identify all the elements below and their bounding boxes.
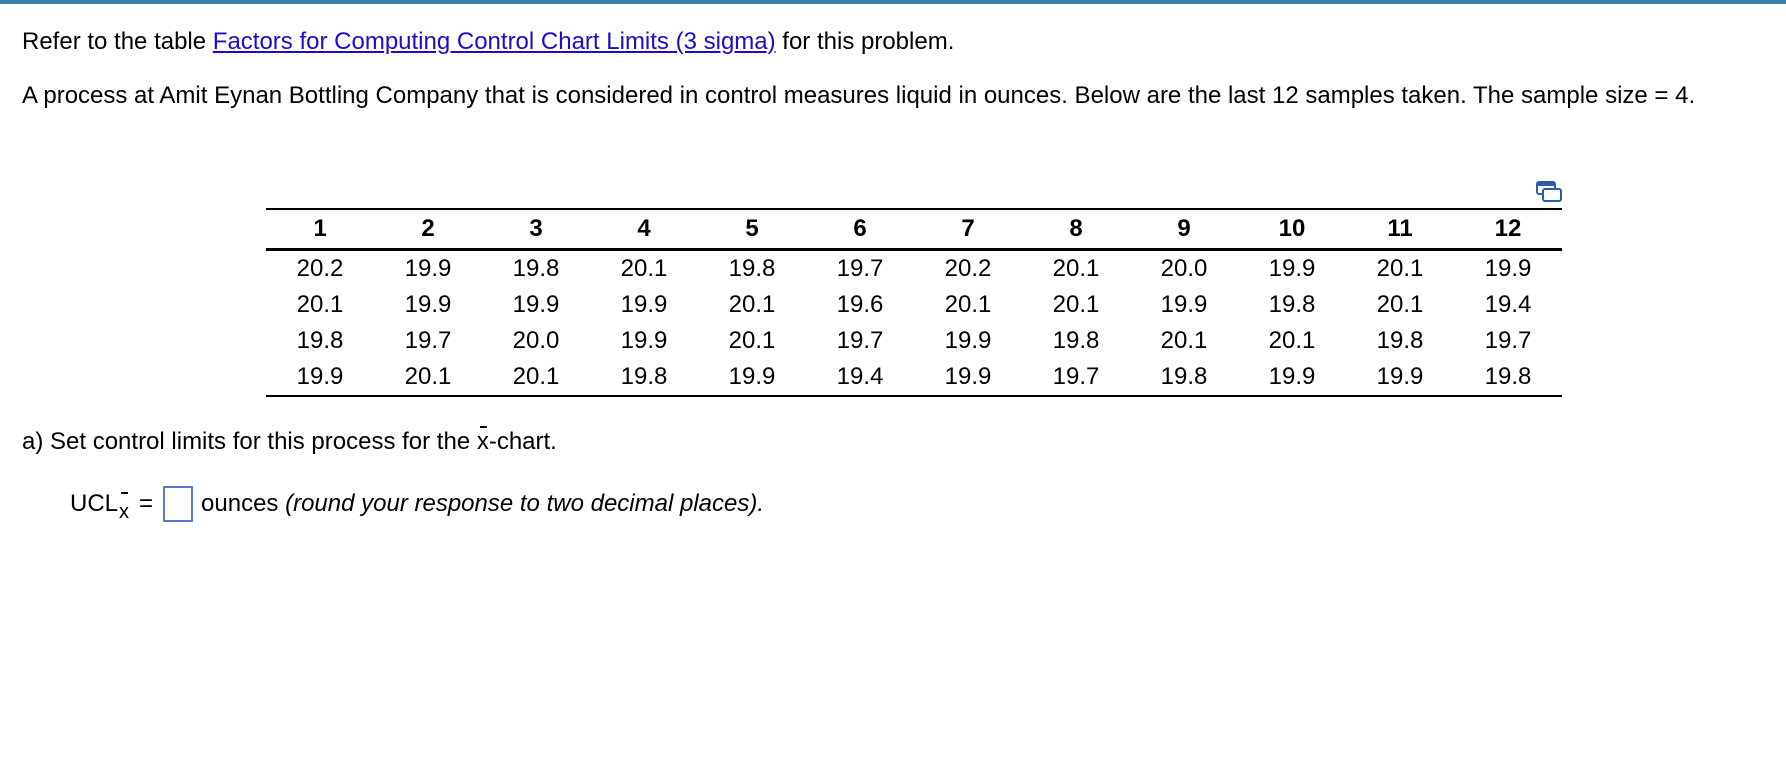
table-body — [266, 250, 1562, 397]
problem-statement: A process at Amit Eynan Bottling Company that is considered in control measures liquid in ounces. Below are the last 12 samples taken. The sample size = 4. — [22, 82, 1696, 109]
table-cell: 19.9 — [944, 327, 992, 354]
table-cell: 19.7 — [1022, 359, 1130, 396]
column-header: 6 — [806, 209, 914, 250]
table-cell: 19.7 — [836, 327, 884, 354]
table-cell: 20.2 — [296, 255, 344, 282]
reference-prefix: Refer to the table — [22, 28, 213, 55]
table-cell: 19.8 — [1454, 359, 1562, 396]
table-cell: 20.1 — [374, 359, 482, 396]
table-cell: 19.9 — [1238, 359, 1346, 396]
table-cell: 19.6 — [836, 291, 884, 318]
table-header-row — [266, 209, 1562, 250]
table-cell: 19.8 — [1268, 291, 1316, 318]
table-cell: 19.8 — [1052, 327, 1100, 354]
reference-suffix: for this problem. — [775, 28, 955, 55]
unit-label: ounces — [201, 490, 279, 517]
table-cell: 19.7 — [404, 327, 452, 354]
table-cell: 19.9 — [1346, 359, 1454, 396]
table-cell: 19.9 — [404, 255, 452, 282]
column-header: 5 — [698, 209, 806, 250]
table-cell: 20.1 — [1268, 327, 1316, 354]
table-cell: 20.1 — [1052, 255, 1100, 282]
table-row — [266, 250, 1562, 288]
table-cell: 19.4 — [1484, 291, 1532, 318]
part-a-suffix: -chart. — [488, 428, 557, 455]
column-header: 4 — [590, 209, 698, 250]
table-cell: 19.9 — [914, 359, 1022, 396]
table-row — [266, 359, 1562, 396]
table-cell: 20.1 — [728, 327, 776, 354]
table-cell: 20.1 — [620, 255, 668, 282]
table-cell: 19.9 — [404, 291, 452, 318]
column-header: 2 — [374, 209, 482, 250]
table-cell: 19.8 — [728, 255, 776, 282]
table-row — [266, 287, 1562, 323]
column-header: 10 — [1238, 209, 1346, 250]
table-cell: 19.9 — [1160, 291, 1208, 318]
question-content — [22, 24, 1742, 112]
column-header: 9 — [1130, 209, 1238, 250]
ucl-label: UCL — [70, 490, 119, 517]
table-cell: 19.7 — [836, 255, 884, 282]
part-a-prefix: a) Set control limits for this process for the — [22, 428, 477, 455]
table-cell: 19.9 — [266, 359, 374, 396]
table-cell: 19.4 — [806, 359, 914, 396]
table-cell: 20.0 — [512, 327, 560, 354]
top-accent-bar — [0, 0, 1786, 4]
copy-icon[interactable] — [1535, 180, 1563, 204]
table-cell: 20.0 — [1160, 255, 1208, 282]
table-cell: 20.1 — [728, 291, 776, 318]
table-cell: 19.8 — [1130, 359, 1238, 396]
column-header: 11 — [1346, 209, 1454, 250]
table-cell: 19.8 — [590, 359, 698, 396]
table-cell: 19.7 — [1484, 327, 1532, 354]
table-cell: 20.1 — [1376, 291, 1424, 318]
table-cell: 20.1 — [482, 359, 590, 396]
table-cell: 19.8 — [512, 255, 560, 282]
samples-table-container — [266, 208, 1562, 397]
table-cell: 19.9 — [698, 359, 806, 396]
table-cell: 19.8 — [296, 327, 344, 354]
ucl-input[interactable] — [163, 486, 193, 522]
table-cell: 19.9 — [512, 291, 560, 318]
column-header: 3 — [482, 209, 590, 250]
ucl-answer-row — [70, 486, 764, 522]
table-cell: 20.1 — [296, 291, 344, 318]
table-cell: 20.2 — [944, 255, 992, 282]
table-cell: 20.1 — [944, 291, 992, 318]
table-cell: 19.9 — [620, 327, 668, 354]
column-header: 7 — [914, 209, 1022, 250]
table-cell: 19.9 — [1268, 255, 1316, 282]
factors-table-link[interactable]: Factors for Computing Control Chart Limits (3 sigma) — [212, 28, 776, 55]
equals-sign: = — [139, 490, 154, 517]
reference-line — [22, 24, 1742, 60]
column-header: 8 — [1022, 209, 1130, 250]
column-header: 1 — [266, 209, 374, 250]
table-cell: 20.1 — [1052, 291, 1100, 318]
part-a-prompt — [22, 424, 557, 460]
table-cell: 20.1 — [1376, 255, 1424, 282]
table-cell: 19.9 — [1484, 255, 1532, 282]
ucl-subscript: x — [119, 494, 129, 530]
column-header: 12 — [1454, 209, 1562, 250]
samples-table — [266, 208, 1562, 397]
table-cell: 19.8 — [1376, 327, 1424, 354]
table-cell: 19.9 — [620, 291, 668, 318]
x-bar-symbol: x — [477, 424, 489, 460]
table-cell: 20.1 — [1160, 327, 1208, 354]
table-row — [266, 323, 1562, 359]
rounding-instruction: (round your response to two decimal places). — [285, 490, 764, 517]
